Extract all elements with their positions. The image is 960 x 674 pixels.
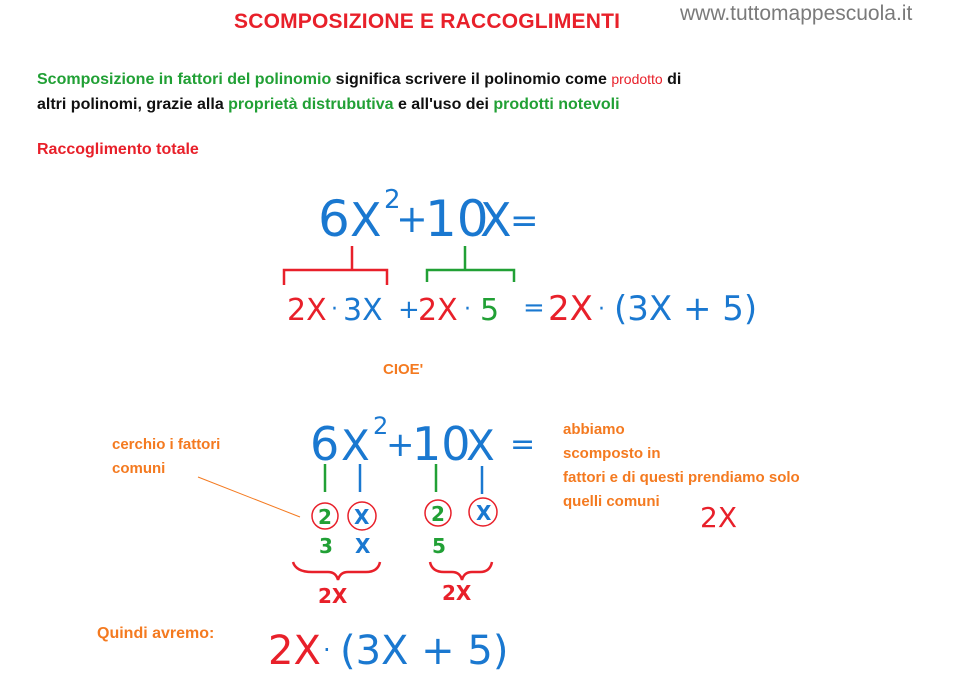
cioe-label: CIOE' <box>383 361 424 378</box>
expr2-dot3: · <box>598 297 605 322</box>
expr2-result: 2X <box>548 289 593 329</box>
intro-text-2: di <box>662 71 682 88</box>
expr2-a: 2X <box>287 293 327 328</box>
factor-2-right: 2 <box>431 502 445 526</box>
brace-label-left: 2X <box>318 584 348 608</box>
expr1-eq: = <box>510 201 539 241</box>
right-note-line-3: fattori e di questi prendiamo solo <box>563 469 800 486</box>
intro-green-1: Scomposizione in fattori del polinomio <box>37 71 332 88</box>
right-note-line-4: quelli comuni <box>563 493 660 510</box>
section-title: Raccoglimento totale <box>37 141 199 158</box>
curly-braces <box>293 562 492 580</box>
factor-x-right: X <box>476 501 492 525</box>
expr2-eq: = <box>523 293 545 323</box>
intro-green-2: proprietà distrubutiva <box>228 96 394 113</box>
expr2-d: 5 <box>480 293 500 328</box>
conclusion-dot: · <box>323 636 331 664</box>
intro-text-4: e all'uso dei <box>393 96 494 113</box>
site-watermark: www.tuttomappescuola.it <box>680 2 913 25</box>
expr2-dot2: · <box>464 297 471 322</box>
expr2-b: 3X <box>343 293 383 328</box>
expr3-ten: 10 <box>412 417 471 471</box>
right-note-line-1: abbiamo <box>563 421 625 438</box>
expr2-plus: + <box>398 295 420 325</box>
expr1-ten: 10 <box>425 190 489 248</box>
factor-x-left: X <box>354 505 370 529</box>
brace-label-right: 2X <box>442 581 472 605</box>
right-note-line-2: scomposto in <box>563 445 661 462</box>
expr1-six: 6 <box>318 190 350 248</box>
factor-2-left: 2 <box>318 505 332 529</box>
right-note-value: 2X <box>700 501 737 534</box>
expr2-c: 2X <box>418 293 458 328</box>
conclusion-label: Quindi avremo: <box>97 625 215 642</box>
expr1-plus: + <box>396 197 428 241</box>
expr3-exp: 2 <box>373 412 389 440</box>
conclusion-a: 2X <box>268 628 321 674</box>
expr3-x2: X <box>466 421 495 470</box>
expr1-exp: 2 <box>384 185 401 215</box>
left-note-line-2: comuni <box>112 460 166 477</box>
expr2-brackets <box>284 246 514 285</box>
factor-5: 5 <box>432 534 446 558</box>
expr3-eq: = <box>510 427 536 462</box>
factor-circles <box>312 498 497 530</box>
expr2-dot: · <box>331 297 338 322</box>
intro-green-3: prodotti notevoli <box>493 96 620 113</box>
pointer-line <box>198 477 300 517</box>
expr3-plus: + <box>386 425 415 465</box>
expr3-x: X <box>341 421 370 470</box>
intro-text-3: altri polinomi, grazie alla <box>37 96 229 113</box>
intro-text-1: significa scrivere il polinomio come <box>331 71 612 88</box>
expr3-six: 6 <box>310 417 340 471</box>
expr2-paren: (3X + 5) <box>614 289 758 329</box>
intro-red-prodotto: prodotto <box>611 71 663 87</box>
conclusion-paren: (3X + 5) <box>340 628 509 674</box>
right-note <box>563 418 800 514</box>
page-title: SCOMPOSIZIONE E RACCOGLIMENTI <box>234 10 621 33</box>
expr1-x: X <box>350 193 382 247</box>
expr1-x2: X <box>480 193 512 247</box>
left-note-line-1: cerchio i fattori <box>112 436 221 453</box>
expr3 <box>310 412 535 471</box>
left-note <box>112 433 220 481</box>
factor-3: 3 <box>319 534 333 558</box>
factor-x-bottom: X <box>355 534 371 558</box>
